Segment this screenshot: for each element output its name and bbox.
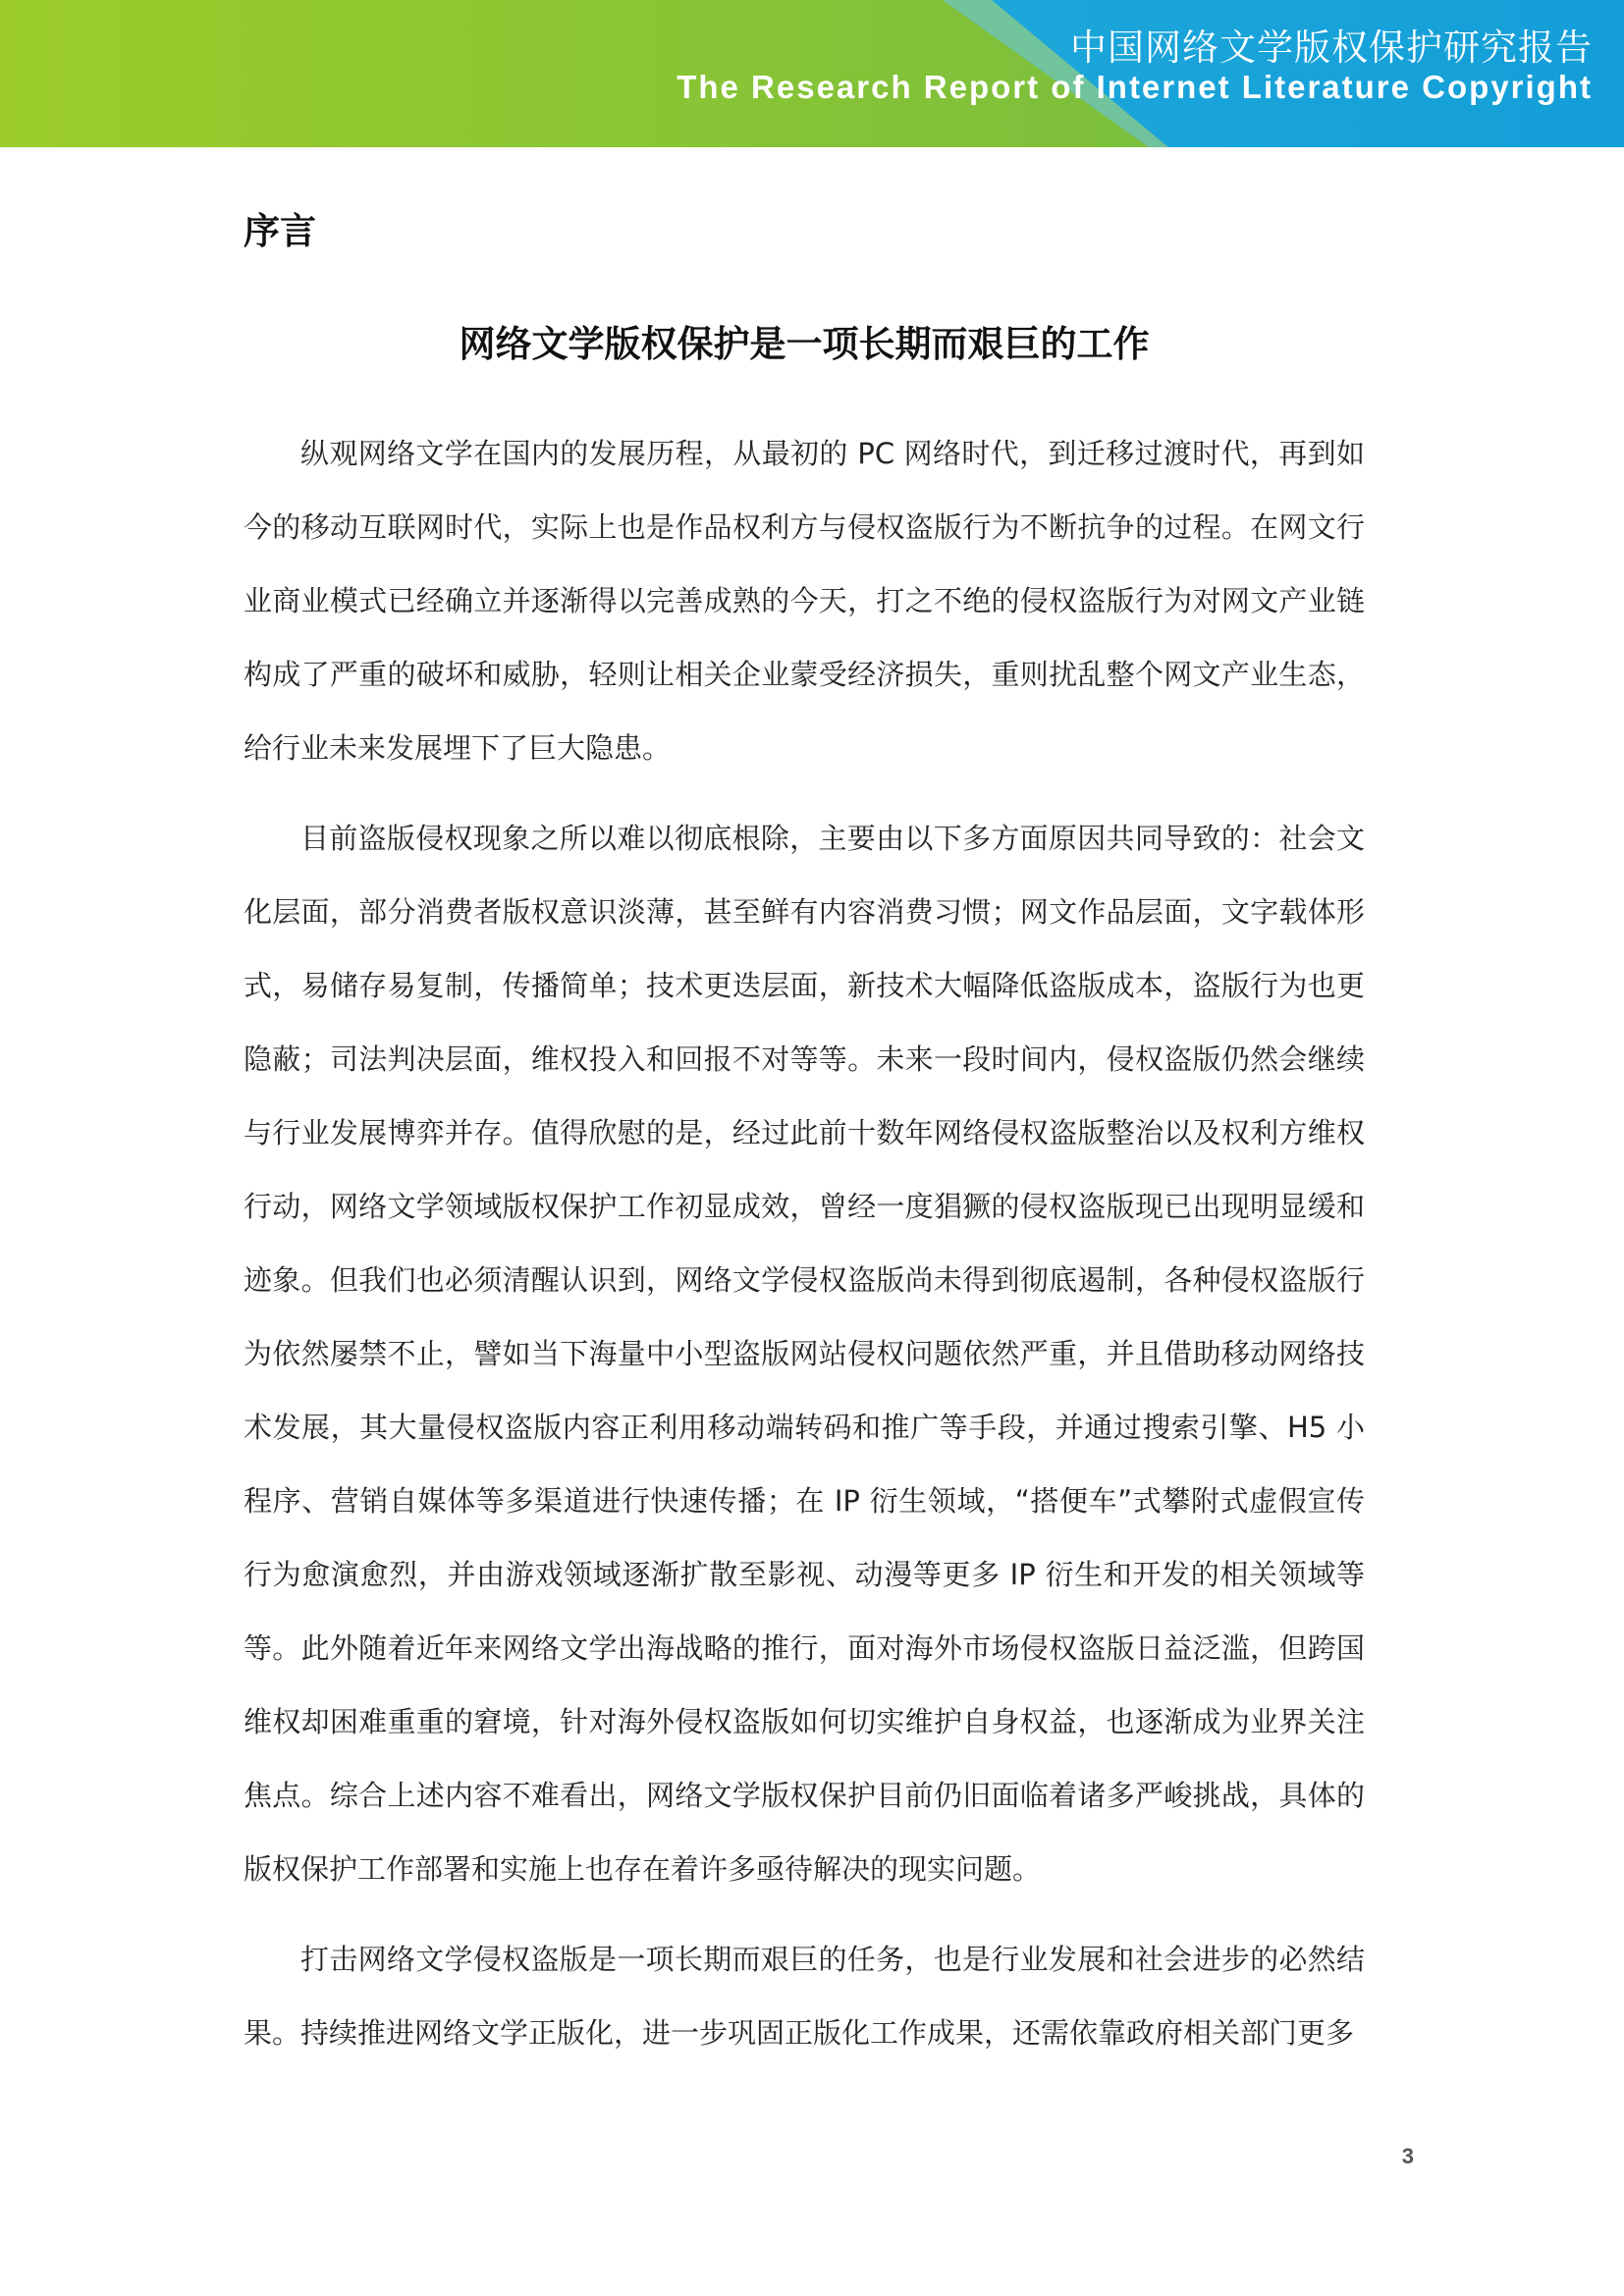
paragraph-2: 目前盗版侵权现象之所以难以彻底根除，主要由以下多方面原因共同导致的：社会文化层面，部分消费者版权意识淡薄，甚至鲜有内容消费习惯；网文作品层面，文字载体形式，易储存易复制，传播简单；技术更迭层面，新技术大幅降低盗版成本，盗版行为也更隐蔽；司法判决层面，维权投入和回报不对等等。未来一段时间内，侵权盗版仍然会继续与行业发展博弈并存。值得欣慰的是，经过此前十数年网络侵权盗版整治以及权利方维权行动，网络文学领域版权保护工作初显成效，曾经一度猖獗的侵权盗版现已出现明显缓和迹象。但我们也必须清醒认识到，网络文学侵权盗版尚未得到彻底遏制，各种侵权盗版行为依然屡禁不止，譬如当下海量中小型盗版网站侵权问题依然严重，并且借助移动网络技术发展，其大量侵权盗版内容正利用移动端转码和推广等手段，并通过搜索引擎、H5 小程序、营销自媒体等多渠道进行快速传播；在 IP 衍生领域，“搭便车”式攀附式虚假宣传行为愈演愈烈，并由游戏领域逐渐扩散至影视、动漫等更多 IP 衍生和开发的相关领域等等。此外随着近年来网络文学出海战略的推行，面对海外市场侵权盗版日益泛滥，但跨国维权却困难重重的窘境，针对海外侵权盗版如何切实维护自身权益，也逐渐成为业界关注焦点。综合上述内容不难看出，网络文学版权保护目前仍旧面临着诸多严峻挑战，具体的版权保护工作部署和实施上也存在着许多亟待解决的现实问题。 xyxy=(244,822,1365,1886)
document-title: 网络文学版权保护是一项长期而艰巨的工作 xyxy=(459,323,1150,365)
header-title-english: The Research Report of Internet Literature Copyright xyxy=(677,69,1593,105)
section-label: 序言 xyxy=(244,210,316,252)
paragraph-1: 纵观网络文学在国内的发展历程，从最初的 PC 网络时代，到迁移过渡时代，再到如今的移动互联网时代，实际上也是作品权利方与侵权盗版行为不断抗争的过程。在网文行业商业模式已经确立并逐渐得以完善成熟的今天，打之不绝的侵权盗版行为对网文产业链构成了严重的破坏和威胁，轻则让相关企业蒙受经济损失，重则扰乱整个网文产业生态，给行业未来发展埋下了巨大隐患。 xyxy=(244,437,1365,765)
paragraph-3: 打击网络文学侵权盗版是一项长期而艰巨的任务，也是行业发展和社会进步的必然结果。持续推进网络文学正版化，进一步巩固正版化工作成果，还需依靠政府相关部门更多 xyxy=(244,1943,1365,2050)
page-number: 3 xyxy=(1401,2144,1414,2168)
header-title-chinese: 中国网络文学版权保护研究报告 xyxy=(1070,27,1593,69)
body-text xyxy=(244,417,1365,2087)
header-banner xyxy=(0,0,1624,147)
